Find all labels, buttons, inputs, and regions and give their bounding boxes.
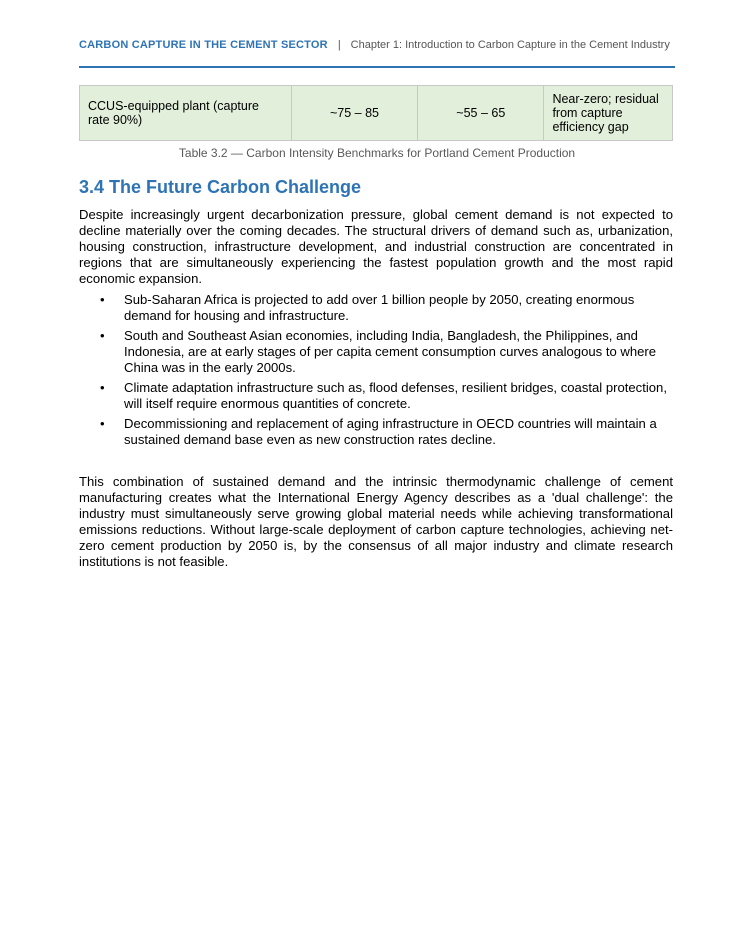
- list-item-text: Climate adaptation infrastructure such as, flood defenses, resilient bridges, coastal protection, will itself require enormous quantities of concrete.: [124, 380, 667, 411]
- bullet-list: [79, 292, 673, 452]
- intro-paragraph: Despite increasingly urgent decarbonization pressure, global cement demand is not expected to decline materially over the coming decades. The structural drivers of demand such as, urbanization, housing construction, infrastructure development, and industrial construction are concentrated in regions that are simultaneously experiencing the fastest population growth and the most rapid economic expansion.: [79, 207, 673, 286]
- bullet-icon: •: [100, 292, 105, 307]
- running-header: [79, 38, 675, 52]
- table-cell-value1: ~75 – 85: [291, 86, 417, 141]
- benchmark-table: [79, 85, 673, 141]
- bullet-icon: •: [100, 328, 105, 343]
- conclusion-paragraph: This combination of sustained demand and the intrinsic thermodynamic challenge of cement manufacturing creates what the International Energy Agency describes as a 'dual challenge': the industry must simultaneously serve growing global material needs while achieving transformational emissions reductions. Without large-scale deployment of carbon capture technologies, achieving net-zero cement production by 2050 is, by the consensus of all major industry and climate research institutions is not feasible.: [79, 474, 673, 569]
- header-separator: |: [337, 39, 341, 51]
- header-chapter-title: Chapter 1: Introduction to Carbon Capture in the Cement Industry: [350, 39, 670, 51]
- list-item-text: Decommissioning and replacement of aging infrastructure in OECD countries will maintain a sustained demand base even as new construction rates decline.: [124, 416, 657, 447]
- list-item: [79, 292, 673, 324]
- bullet-icon: •: [100, 416, 105, 431]
- section-heading: 3.4 The Future Carbon Challenge: [79, 177, 362, 197]
- header-document-title: CARBON CAPTURE IN THE CEMENT SECTOR: [79, 39, 328, 51]
- table-cell-label: CCUS-equipped plant (capture rate 90%): [80, 86, 292, 141]
- header-rule: [79, 66, 675, 68]
- list-item-text: South and Southeast Asian economies, including India, Bangladesh, the Philippines, and Indonesia, are at early stages of per capita cement consumption curves analogous to where China was in the early 2000s.: [124, 328, 657, 375]
- list-item: [79, 380, 673, 412]
- list-item: [79, 328, 673, 376]
- list-item: [79, 416, 673, 448]
- table-caption: Table 3.2 — Carbon Intensity Benchmarks for Portland Cement Production: [178, 146, 576, 160]
- table-row: [80, 86, 673, 141]
- table-cell-note: Near-zero; residual from capture efficiency gap: [544, 86, 673, 141]
- bullet-icon: •: [100, 380, 105, 395]
- list-item-text: Sub-Saharan Africa is projected to add over 1 billion people by 2050, creating enormous demand for housing and infrastructure.: [124, 292, 635, 323]
- table-cell-value2: ~55 – 65: [418, 86, 544, 141]
